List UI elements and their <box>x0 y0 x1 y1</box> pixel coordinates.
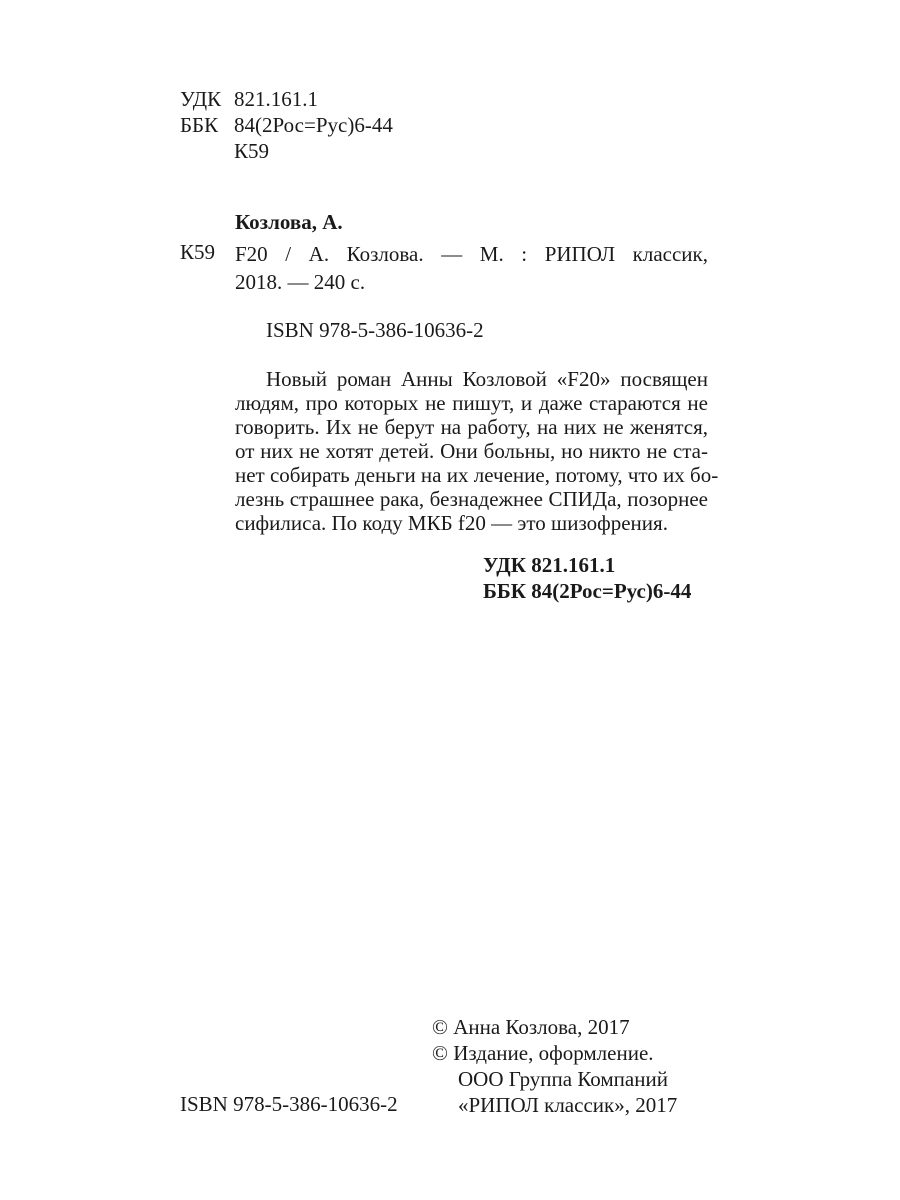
annotation-line: сифилиса. По коду МКБ f20 — это шизофрения. <box>235 511 668 535</box>
bbk-bold: ББК 84(2Рос=Рус)6-44 <box>483 579 692 603</box>
isbn-footer: ISBN 978-5-386-10636-2 <box>180 1092 398 1116</box>
annotation-line: от них не хотят детей. Они больны, но никто не ста- <box>235 439 708 463</box>
annotation-line: нет собирать деньги на их лечение, потому, что их бо- <box>235 463 719 487</box>
copyright-author: © Анна Козлова, 2017 <box>432 1015 630 1039</box>
copyright-edition: © Издание, оформление. <box>432 1041 654 1065</box>
author-heading: Козлова, А. <box>235 210 343 234</box>
udk-value: 821.161.1 <box>234 87 318 111</box>
author-mark: К59 <box>180 240 216 264</box>
bbk-value: 84(2Рос=Рус)6-44 <box>234 113 393 137</box>
publisher-line-1: ООО Группа Компаний <box>458 1067 668 1091</box>
annotation-line: говорить. Их не берут на работу, на них не женятся, <box>235 415 708 439</box>
bib-line-1: F20 / А. Козлова. — М. : РИПОЛ классик, <box>235 242 708 266</box>
author-mark-top: К59 <box>234 139 270 163</box>
copyright-block <box>432 1014 677 1118</box>
annotation-line: Новый роман Анны Козловой «F20» посвящен <box>266 367 708 391</box>
isbn-record: ISBN 978-5-386-10636-2 <box>266 318 484 342</box>
bib-line-2: 2018. — 240 с. <box>235 270 366 294</box>
annotation-line: лезнь страшнее рака, безнадежнее СПИДа, позорнее <box>235 487 708 511</box>
bibliographic-description <box>235 240 708 296</box>
bbk-label: ББК <box>180 113 219 137</box>
publisher-line-2: «РИПОЛ классик», 2017 <box>458 1093 678 1117</box>
annotation-line: людям, про которых не пишут, и даже стараются не <box>235 391 708 415</box>
udk-label: УДК <box>180 87 222 111</box>
udk-bold: УДК 821.161.1 <box>483 553 616 577</box>
annotation <box>235 367 719 535</box>
